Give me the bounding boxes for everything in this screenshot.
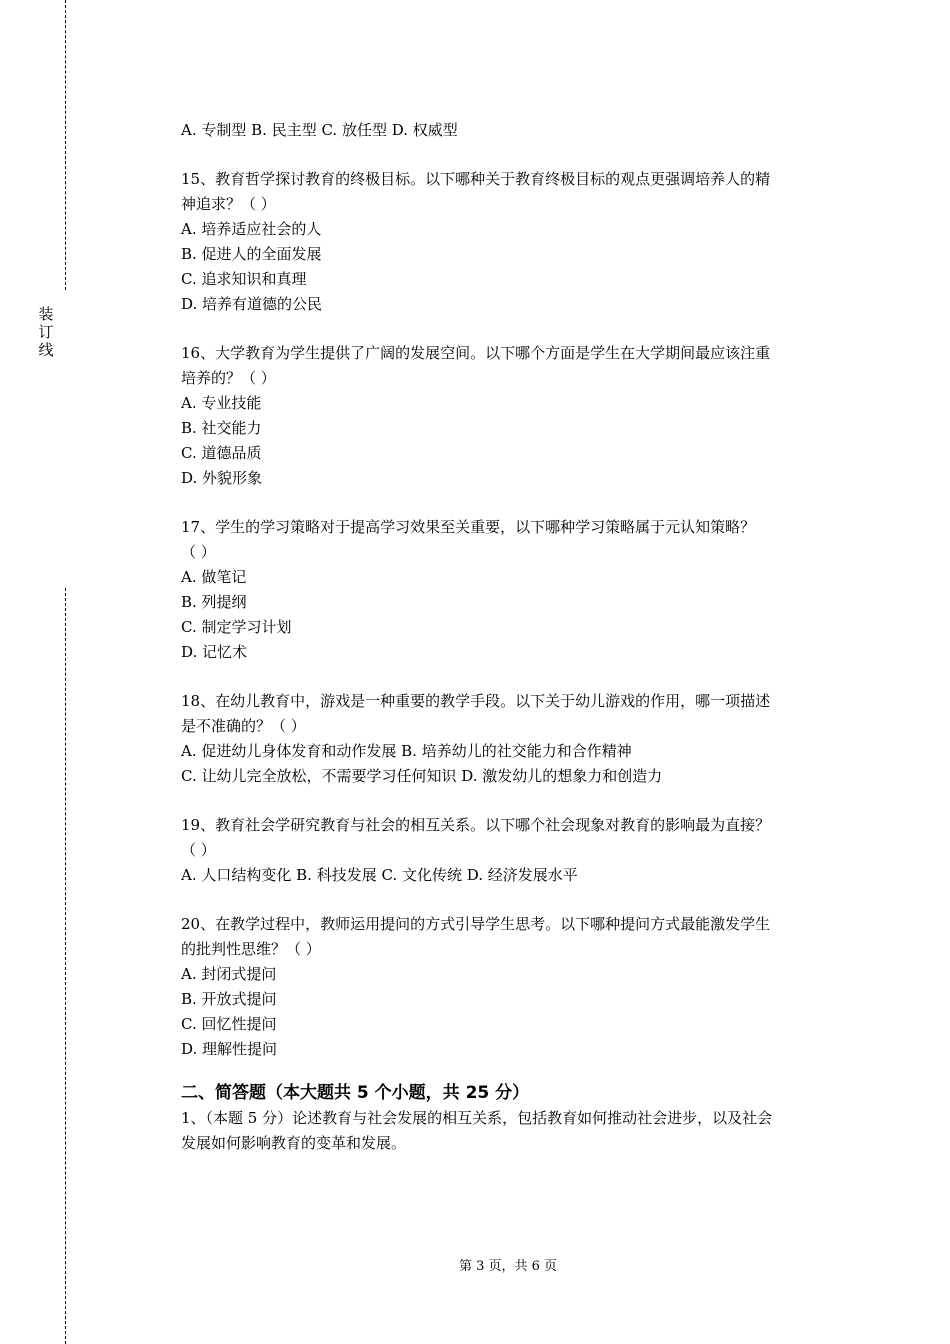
binding-line-label [36, 305, 56, 359]
option-d: D. 外貌形象 [181, 469, 263, 487]
question-stem: （ ） [181, 543, 216, 561]
short-answer-question-1 [181, 1106, 841, 1156]
question-stem: 17、学生的学习策略对于提高学习效果至关重要，以下哪种学习策略属于元认知策略？ [181, 518, 756, 536]
option-line: A. 促进幼儿身体发育和动作发展 B. 培养幼儿的社交能力和合作精神 [181, 742, 632, 760]
exam-content [181, 118, 841, 1156]
question-18 [181, 689, 841, 789]
option-a: A. 培养适应社会的人 [181, 220, 322, 238]
option-b: B. 开放式提问 [181, 990, 277, 1008]
option-a: A. 封闭式提问 [181, 965, 277, 983]
option-b: B. 社交能力 [181, 419, 262, 437]
option-line: A. 人口结构变化 B. 科技发展 C. 文化传统 D. 经济发展水平 [181, 866, 578, 884]
option-a: A. 专业技能 [181, 394, 262, 412]
question-stem: （ ） [181, 841, 216, 859]
option-c: C. 追求知识和真理 [181, 270, 307, 288]
option-d: D. 理解性提问 [181, 1040, 278, 1058]
option-line: A. 专制型 B. 民主型 C. 放任型 D. 权威型 [181, 121, 458, 139]
question-stem: 神追求？（ ） [181, 195, 276, 213]
question-14-options [181, 118, 841, 143]
binding-dashed-line-bottom [65, 588, 66, 1344]
option-d: D. 培养有道德的公民 [181, 295, 323, 313]
option-a: A. 做笔记 [181, 568, 247, 586]
binding-char: 装 [38, 305, 54, 323]
question-stem: 20、在教学过程中，教师运用提问的方式引导学生思考。以下哪种提问方式最能激发学生 [181, 915, 771, 933]
question-stem: 16、大学教育为学生提供了广阔的发展空间。以下哪个方面是学生在大学期间最应该注重 [181, 344, 771, 362]
question-stem: 1、（本题 5 分）论述教育与社会发展的相互关系，包括教育如何推动社会进步，以及社会 [181, 1109, 773, 1127]
binding-char: 订 [38, 323, 54, 341]
question-stem: 的批判性思维？（ ） [181, 940, 321, 958]
option-d: D. 记忆术 [181, 643, 248, 661]
question-19 [181, 813, 841, 888]
question-20 [181, 912, 841, 1062]
binding-dashed-line-top [65, 0, 66, 290]
option-c: C. 制定学习计划 [181, 618, 292, 636]
option-c: C. 回忆性提问 [181, 1015, 277, 1033]
option-b: B. 列提纲 [181, 593, 247, 611]
question-15 [181, 167, 841, 317]
question-stem: 发展如何影响教育的变革和发展。 [181, 1134, 407, 1152]
page-number-footer: 第 3 页，共 6 页 [458, 1259, 558, 1274]
option-line: C. 让幼儿完全放松，不需要学习任何知识 D. 激发幼儿的想象力和创造力 [181, 767, 663, 785]
question-stem: 18、在幼儿教育中，游戏是一种重要的教学手段。以下关于幼儿游戏的作用，哪一项描述 [181, 692, 771, 710]
question-16 [181, 341, 841, 491]
question-stem: 19、教育社会学研究教育与社会的相互关系。以下哪个社会现象对教育的影响最为直接？ [181, 816, 771, 834]
binding-char: 线 [38, 341, 54, 359]
option-c: C. 道德品质 [181, 444, 262, 462]
question-stem: 是不准确的？（ ） [181, 717, 306, 735]
question-17 [181, 515, 841, 665]
question-stem: 培养的？（ ） [181, 369, 276, 387]
section-title-short-answer: 二、简答题（本大题共 5 个小题，共 25 分） [181, 1083, 530, 1103]
question-stem: 15、教育哲学探讨教育的终极目标。以下哪种关于教育终极目标的观点更强调培养人的精 [181, 170, 771, 188]
option-b: B. 促进人的全面发展 [181, 245, 322, 263]
